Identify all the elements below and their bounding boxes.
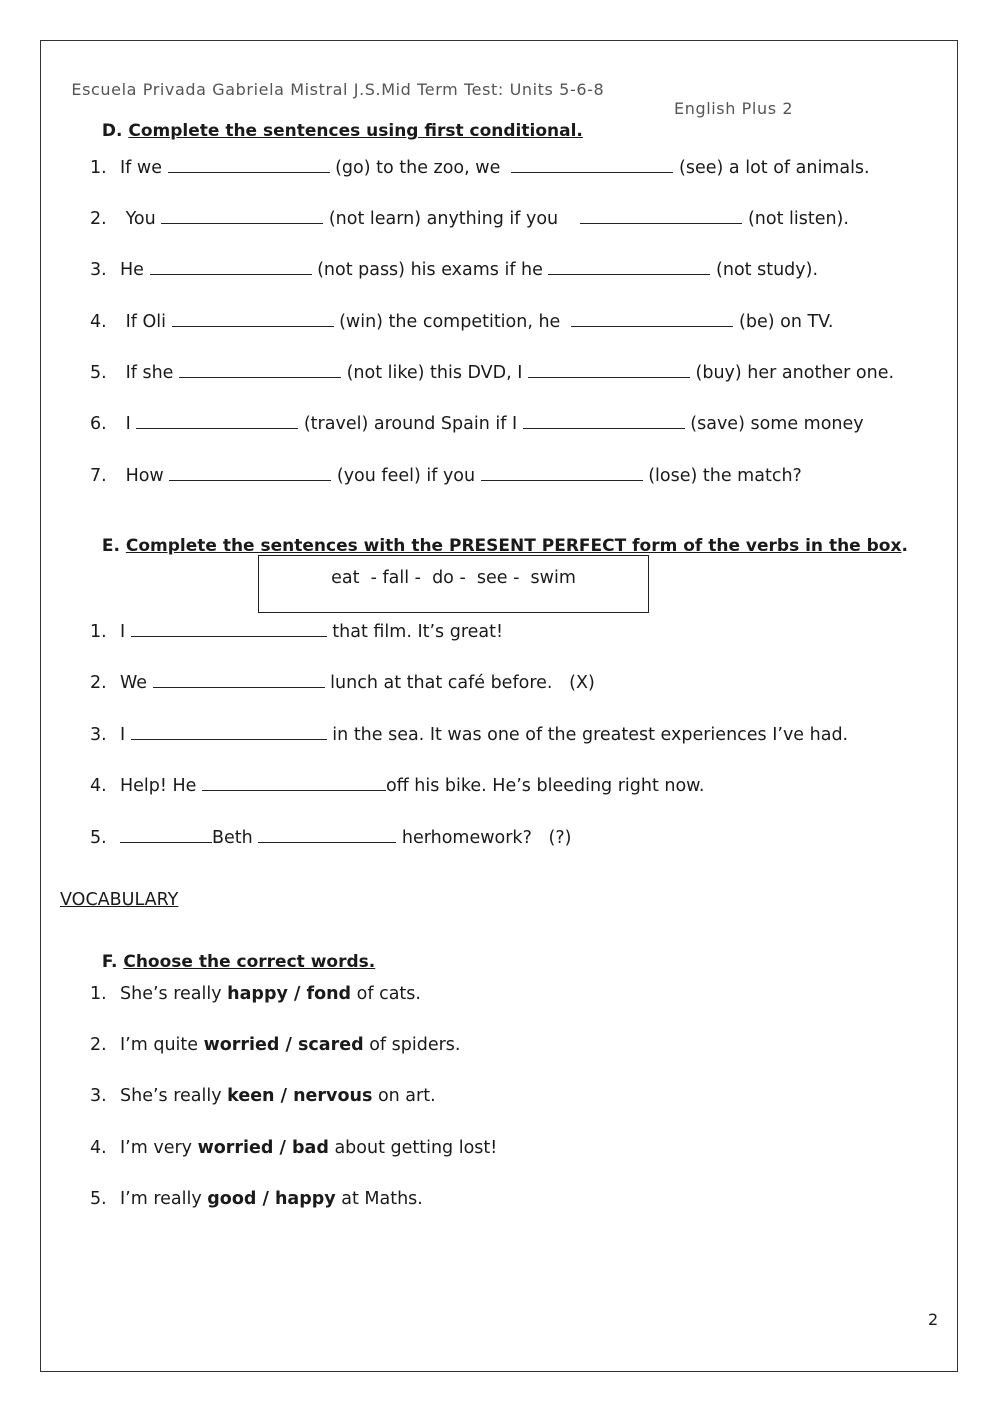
item-text: in the sea. It was one of the greatest experiences I’ve had. [326, 725, 849, 745]
item-text: (be) on TV. [733, 312, 834, 332]
item-text: (travel) around Spain if I [298, 414, 523, 434]
page-number: 2 [928, 1310, 939, 1329]
item-number: 4. [90, 1138, 107, 1158]
answer-blank[interactable] [548, 258, 710, 275]
item-text: He [120, 260, 150, 280]
item-text: at Maths. [335, 1189, 423, 1209]
item-text: (buy) her another one. [689, 363, 895, 383]
item-text: You [120, 209, 162, 229]
item-number: 2. [90, 1035, 107, 1055]
section-f-item [90, 1086, 436, 1106]
answer-blank[interactable] [571, 310, 733, 327]
section-e-item [90, 826, 572, 848]
item-text: (win) the competition, he [333, 312, 572, 332]
item-text: If she [120, 363, 179, 383]
answer-blank[interactable] [150, 258, 312, 275]
section-f-title: Choose the correct words. [123, 952, 376, 972]
item-text: off his bike. He’s bleeding right now. [385, 776, 705, 796]
section-e-letter: E. [101, 536, 120, 556]
section-d-item [90, 361, 894, 383]
section-d-item [90, 310, 833, 332]
answer-blank[interactable] [523, 412, 685, 429]
item-text: She’s really [120, 984, 228, 1004]
item-text: I’m really [120, 1189, 208, 1209]
item-number: 3. [90, 260, 107, 280]
answer-blank[interactable] [172, 310, 334, 327]
item-text: that film. It’s great! [326, 622, 504, 642]
item-number: 5. [90, 1189, 107, 1209]
answer-blank[interactable] [511, 156, 673, 173]
section-f-item [90, 1035, 460, 1055]
section-f-heading [90, 932, 375, 972]
answer-blank[interactable] [131, 620, 327, 637]
answer-blank[interactable] [131, 723, 327, 740]
item-number: 5. [90, 363, 107, 383]
answer-blank[interactable] [153, 671, 325, 688]
item-text: (go) to the zoo, we [329, 158, 512, 178]
header-subtitle: English Plus 2 [674, 99, 794, 118]
vocabulary-heading: VOCABULARY [60, 890, 179, 910]
section-d-letter: D. [101, 121, 123, 141]
item-number: 4. [90, 776, 107, 796]
section-f-item [90, 1138, 497, 1158]
section-e-item [90, 723, 848, 745]
item-text: herhomework? (?) [396, 828, 572, 848]
item-number: 2. [90, 673, 107, 693]
answer-blank[interactable] [580, 207, 742, 224]
item-text: I [120, 414, 137, 434]
item-number: 6. [90, 414, 107, 434]
item-text: Help! He [120, 776, 202, 796]
section-d-item [90, 464, 802, 486]
item-number: 1. [90, 622, 107, 642]
item-text: (not listen). [742, 209, 849, 229]
item-text: on art. [372, 1086, 436, 1106]
section-d-item [90, 258, 818, 280]
item-text: If we [120, 158, 168, 178]
item-text: If Oli [120, 312, 172, 332]
section-f-item [90, 1189, 423, 1209]
item-text: about getting lost! [328, 1138, 498, 1158]
answer-blank[interactable] [528, 361, 690, 378]
item-text: I [120, 622, 131, 642]
section-e-heading [90, 516, 908, 556]
item-number: 2. [90, 209, 107, 229]
item-text: (not study). [710, 260, 819, 280]
worksheet-page [40, 40, 958, 1372]
item-number: 1. [90, 158, 107, 178]
item-text: (not like) this DVD, I [341, 363, 528, 383]
answer-blank[interactable] [161, 207, 323, 224]
answer-blank[interactable] [120, 826, 212, 843]
item-text: We [120, 673, 153, 693]
section-e-item [90, 774, 704, 796]
word-choice[interactable]: worried / scared [203, 1035, 364, 1055]
answer-blank[interactable] [136, 412, 298, 429]
item-text: (save) some money [684, 414, 864, 434]
answer-blank[interactable] [202, 774, 386, 791]
answer-blank[interactable] [481, 464, 643, 481]
section-d-item [90, 207, 849, 229]
item-number: 3. [90, 1086, 107, 1106]
item-text: of cats. [351, 984, 421, 1004]
word-choice[interactable]: good / happy [207, 1189, 336, 1209]
item-text: Beth [212, 828, 259, 848]
item-text: (not pass) his exams if he [311, 260, 549, 280]
section-d-title: Complete the sentences using first conditional. [128, 121, 583, 141]
item-text: I’m very [120, 1138, 198, 1158]
verb-box: eat - fall - do - see - swim [258, 555, 649, 613]
section-f-letter: F. [101, 952, 118, 972]
answer-blank[interactable] [169, 464, 331, 481]
section-e-item [90, 620, 503, 642]
item-number: 7. [90, 466, 107, 486]
item-number: 3. [90, 725, 107, 745]
item-text: I’m quite [120, 1035, 204, 1055]
answer-blank[interactable] [179, 361, 341, 378]
header-title: Escuela Privada Gabriela Mistral J.S.Mid Term Test: Units 5-6-8 [71, 80, 605, 99]
item-text: I [120, 725, 131, 745]
section-e-period: . [901, 536, 908, 556]
section-f-item [90, 984, 421, 1004]
item-text: of spiders. [363, 1035, 461, 1055]
item-text: She’s really [120, 1086, 228, 1106]
answer-blank[interactable] [258, 826, 396, 843]
item-text: (lose) the match? [642, 466, 802, 486]
item-number: 5. [90, 828, 107, 848]
item-text: lunch at that café before. (X) [324, 673, 595, 693]
item-text: (see) a lot of animals. [673, 158, 870, 178]
item-text: (not learn) anything if you [323, 209, 581, 229]
section-e-title: Complete the sentences with the PRESENT PERFECT form of the verbs in the box [125, 536, 902, 556]
word-choice[interactable]: worried / bad [197, 1138, 329, 1158]
item-number: 1. [90, 984, 107, 1004]
section-d-item [90, 412, 864, 434]
section-d-item [90, 156, 870, 178]
item-text: How [120, 466, 170, 486]
word-choice[interactable]: happy / fond [227, 984, 352, 1004]
word-choice[interactable]: keen / nervous [227, 1086, 373, 1106]
answer-blank[interactable] [168, 156, 330, 173]
section-d-heading [90, 101, 583, 141]
section-e-item [90, 671, 595, 693]
item-text: (you feel) if you [331, 466, 481, 486]
item-number: 4. [90, 312, 107, 332]
